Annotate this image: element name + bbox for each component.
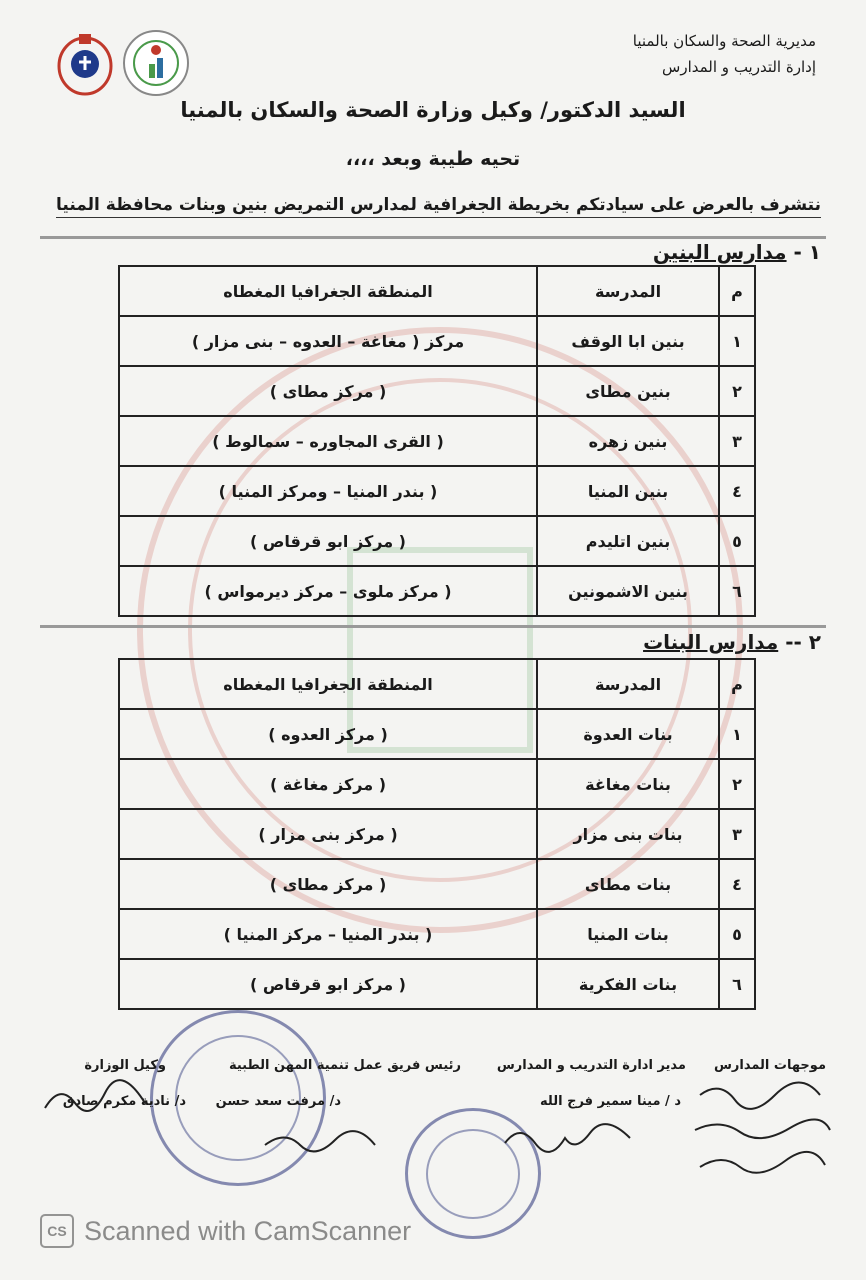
supervisors-title: موجهات المدارس: [713, 1058, 826, 1073]
row-school: بنين مطاى: [537, 366, 719, 416]
row-region: ( مركز العدوه ): [119, 709, 537, 759]
section-title: مدارس البنات: [643, 630, 779, 654]
header-region: المنطقة الجغرافيا المغطاه: [119, 659, 537, 709]
table-row: [119, 316, 755, 366]
deputy-name: د/ نادية مكرم صادق: [62, 1094, 186, 1109]
row-school: بنات المنيا: [537, 909, 719, 959]
directorate-name: مديرية الصحة والسكان بالمنيا: [632, 32, 816, 50]
row-num: ١: [719, 316, 755, 366]
row-num: ١: [719, 709, 755, 759]
table-row: [119, 859, 755, 909]
ministry-of-health-logo: [55, 28, 115, 98]
table-row: [119, 759, 755, 809]
header-school: المدرسة: [537, 266, 719, 316]
team-leader-name: د/ مرفت سعد حسن: [215, 1094, 341, 1109]
table-row: [119, 466, 755, 516]
row-region: ( بندر المنيا – مركز المنيا ): [119, 909, 537, 959]
department-name: إدارة التدريب و المدارس: [662, 58, 816, 76]
girls-schools-table: [118, 658, 756, 1010]
deputy-signature: [40, 1078, 160, 1123]
table-row: [119, 516, 755, 566]
row-num: ٥: [719, 516, 755, 566]
section-title: مدارس البنين: [652, 240, 787, 264]
row-school: بنين زهره: [537, 416, 719, 466]
row-school: بنات الفكرية: [537, 959, 719, 1009]
watermark-text: Scanned with CamScanner: [84, 1215, 412, 1246]
camscanner-watermark: [40, 1214, 411, 1248]
boys-schools-table: [118, 265, 756, 617]
section-number: ٢ --: [785, 630, 821, 654]
row-num: ٤: [719, 466, 755, 516]
row-school: بنات العدوة: [537, 709, 719, 759]
health-development-logo: [121, 28, 191, 98]
section-heading-boys: [653, 240, 821, 264]
row-school: بنين المنيا: [537, 466, 719, 516]
row-school: بنات مطاى: [537, 859, 719, 909]
training-manager-title: مدير ادارة التدريب و المدارس: [496, 1058, 686, 1073]
table-header-row: [119, 266, 755, 316]
row-num: ٥: [719, 909, 755, 959]
supervisors-handwritten-signatures: [690, 1075, 840, 1185]
row-region: ( مركز ابو قرقاص ): [119, 516, 537, 566]
table-row: [119, 959, 755, 1009]
row-region: ( مركز ابو قرقاص ): [119, 959, 537, 1009]
table-row: [119, 809, 755, 859]
header-region: المنطقة الجغرافيا المغطاه: [119, 266, 537, 316]
row-num: ٣: [719, 416, 755, 466]
training-manager-name: د / مينا سمير فرج الله: [540, 1094, 681, 1109]
row-num: ٣: [719, 809, 755, 859]
team-leader-signature: [260, 1120, 400, 1160]
table-row: [119, 566, 755, 616]
table-header-row: [119, 659, 755, 709]
row-num: ٢: [719, 366, 755, 416]
row-region: ( القرى المجاوره – سمالوط ): [119, 416, 537, 466]
row-region: ( بندر المنيا – ومركز المنيا ): [119, 466, 537, 516]
camscanner-icon: CS: [40, 1214, 74, 1248]
row-school: بنات بنى مزار: [537, 809, 719, 859]
row-school: بنين الاشمونين: [537, 566, 719, 616]
row-num: ٤: [719, 859, 755, 909]
divider-line: [40, 625, 826, 628]
header-num: م: [719, 659, 755, 709]
table-row: [119, 416, 755, 466]
team-leader-title: رئيس فريق عمل تنمية المهن الطبية: [228, 1058, 461, 1073]
row-region: مركز ( مغاغة – العدوه – بنى مزار ): [119, 316, 537, 366]
row-region: ( مركز ملوى – مركز ديرمواس ): [119, 566, 537, 616]
letter-title: السيد الدكتور/ وكيل وزارة الصحة والسكان بالمنيا: [180, 98, 686, 122]
section-heading-girls: [643, 630, 821, 654]
row-num: ٦: [719, 959, 755, 1009]
letter-intro: نتشرف بالعرض على سيادتكم بخريطة الجغرافية لمدارس التمريض بنين وبنات محافظة المنيا: [56, 195, 821, 218]
table-row: [119, 366, 755, 416]
row-region: ( مركز مغاغة ): [119, 759, 537, 809]
row-school: بنين اتليدم: [537, 516, 719, 566]
training-manager-signature: [500, 1118, 650, 1158]
table-row: [119, 909, 755, 959]
table-row: [119, 709, 755, 759]
row-school: بنات مغاغة: [537, 759, 719, 809]
letter-greeting: تحيه طيبة وبعد ،،،،: [345, 148, 521, 170]
row-num: ٦: [719, 566, 755, 616]
ministry-logos: [55, 10, 205, 100]
row-num: ٢: [719, 759, 755, 809]
header-num: م: [719, 266, 755, 316]
section-number: ١ -: [793, 240, 821, 264]
row-region: ( مركز بنى مزار ): [119, 809, 537, 859]
divider-line: [40, 236, 826, 239]
row-school: بنين ابا الوقف: [537, 316, 719, 366]
deputy-title: وكيل الوزارة: [84, 1058, 166, 1073]
row-region: ( مركز مطاى ): [119, 366, 537, 416]
header-school: المدرسة: [537, 659, 719, 709]
header-block: [633, 28, 816, 80]
row-region: ( مركز مطاى ): [119, 859, 537, 909]
